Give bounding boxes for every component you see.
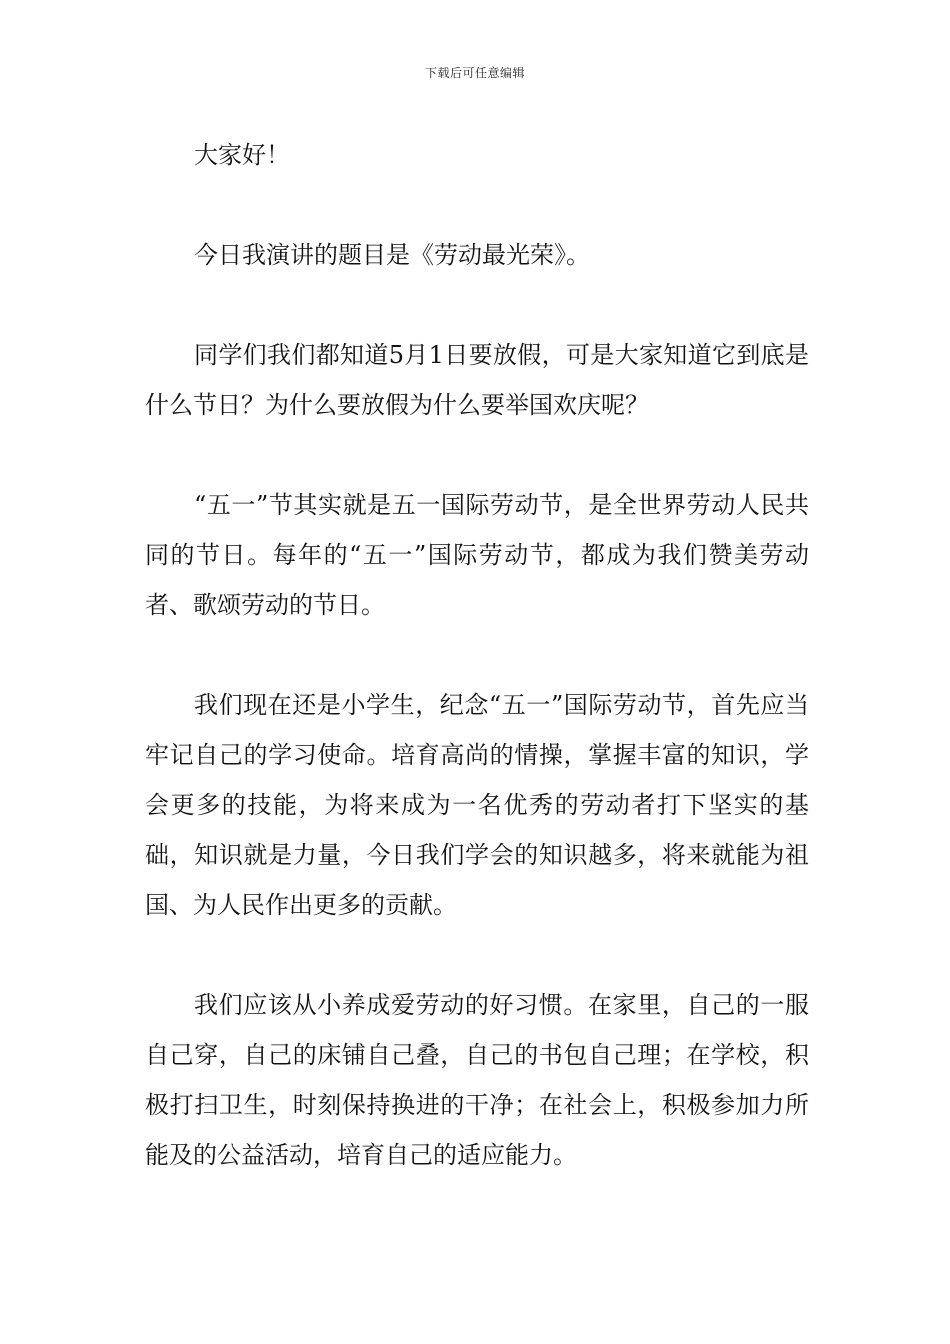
habits-paragraph: 我们应该从小养成爱劳动的好习惯。在家里，自己的一服自己穿，自己的床铺自己叠，自己的书包自己理；在学校，积极打扫卫生，时刻保持换进的干净；在社会上，积极参加力所能及的公益活动，培育自己的适应能力。 bbox=[145, 991, 809, 1169]
document-body bbox=[145, 130, 809, 1230]
labor-day-paragraph: “五一”节其实就是五一国际劳动节，是全世界劳动人民共同的节日。每年的“五一”国际劳动节，都成为我们赞美劳动者、歌颂劳动的节日。 bbox=[145, 491, 809, 619]
page-header: 下载后可任意编辑 bbox=[424, 66, 525, 80]
topic-paragraph: 今日我演讲的题目是《劳动最光荣》。 bbox=[194, 241, 590, 269]
students-paragraph: 我们现在还是小学生，纪念“五一”国际劳动节，首先应当牢记自己的学习使命。培育高尚的情操，掌握丰富的知识，学会更多的技能，为将来成为一名优秀的劳动者打下坚实的基础，知识就是力量，今日我们学会的知识越多，将来就能为祖国、为人民作出更多的贡献。 bbox=[145, 691, 809, 919]
greeting-paragraph: 大家好！ bbox=[194, 141, 290, 169]
question-paragraph: 同学们我们都知道5月1日要放假，可是大家知道它到底是什么节日？为什么要放假为什么要举国欢庆呢？ bbox=[145, 341, 809, 419]
